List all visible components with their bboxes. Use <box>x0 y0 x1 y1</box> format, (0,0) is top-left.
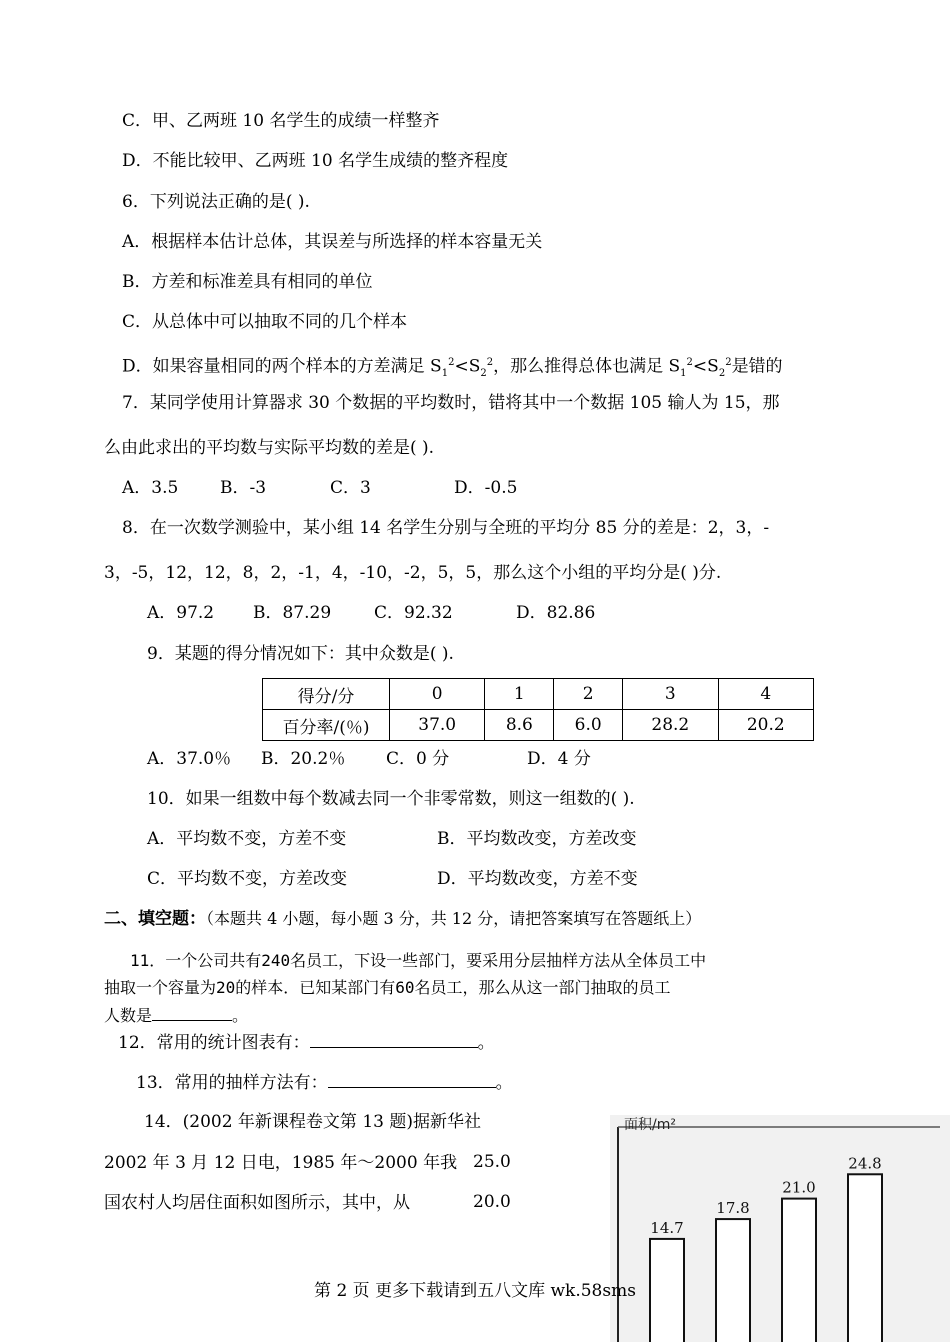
sup-2: 2 <box>725 357 732 368</box>
q9-stem: 9．某题的得分情况如下：其中众数是( ). <box>147 644 454 664</box>
q9-option-c: C．0 分 <box>386 749 450 769</box>
q8-option-a: A．97.2 <box>147 603 215 623</box>
q5-option-c: C．甲、乙两班 10 名学生的成绩一样整齐 <box>122 111 440 131</box>
table-cell: 0 <box>390 679 485 710</box>
table-cell: 8.6 <box>485 710 554 741</box>
q6-option-d <box>122 352 783 385</box>
table-cell: 37.0 <box>390 710 485 741</box>
table-cell: 28.2 <box>623 710 718 741</box>
q13-text: 13．常用的抽样方法有： <box>136 1073 328 1093</box>
sub-1: 1 <box>441 368 449 380</box>
q9-options <box>147 748 591 770</box>
score-table <box>262 678 814 741</box>
table-cell: 6.0 <box>554 710 623 741</box>
q10-options-row2 <box>147 868 638 890</box>
q12 <box>118 1031 495 1054</box>
s-symbol: S <box>468 356 481 377</box>
q10-options-row1 <box>147 828 637 850</box>
q8-options <box>147 602 595 624</box>
bar-value-label: 24.8 <box>848 1154 882 1173</box>
q6d-text-2: ，那么推得总体也满足 S <box>493 356 681 377</box>
q14-line2: 2002 年 3 月 12 日电，1985 年～2000 年我 <box>104 1153 458 1173</box>
table-cell: 1 <box>485 679 554 710</box>
q7-options <box>122 477 517 499</box>
q10-option-b: B．平均数改变，方差改变 <box>437 829 637 849</box>
q13-end: 。 <box>495 1073 513 1093</box>
lt-sign: < <box>454 356 469 377</box>
answer-blank[interactable] <box>310 1031 478 1048</box>
table-cell: 20.2 <box>718 710 813 741</box>
bar-chart-svg <box>610 1115 950 1342</box>
q7-option-a: A．3.5 <box>122 478 179 498</box>
q11-line1: 11．一个公司共有240名员工，下设一些部门，要采用分层抽样方法从全体员工中 <box>130 951 707 970</box>
answer-blank[interactable] <box>328 1071 496 1088</box>
q9-option-b: B．20.2％ <box>261 749 346 769</box>
q14-line1: 14．(2002 年新课程卷文第 13 题)据新华社 <box>144 1112 482 1132</box>
q7-stem-line2: 么由此求出的平均数与实际平均数的差是( ). <box>104 438 435 458</box>
q8-option-b: B．87.29 <box>253 603 332 623</box>
sub-2: 2 <box>718 368 726 380</box>
section-desc: （本题共 4 小题，每小题 3 分，共 12 分，请把答案填写在答题纸上） <box>206 909 702 928</box>
section-title: 二、填空题： <box>104 909 206 929</box>
q10-option-d: D．平均数改变，方差不变 <box>437 869 638 889</box>
q6d-text-1: D．如果容量相同的两个样本的方差满足 S <box>122 356 442 377</box>
q9-option-d: D．4 分 <box>527 749 591 769</box>
answer-blank[interactable] <box>152 1004 232 1021</box>
sup-2: 2 <box>486 357 494 368</box>
q12-end: 。 <box>477 1033 495 1053</box>
bar-value-label: 17.8 <box>716 1199 750 1218</box>
q10-option-c: C．平均数不变，方差改变 <box>147 869 348 889</box>
q11-end: 。 <box>232 1006 249 1025</box>
score-table-row <box>263 710 814 741</box>
bar-chart <box>610 1115 950 1342</box>
bar <box>848 1174 882 1342</box>
q12-text: 12．常用的统计图表有： <box>118 1033 310 1053</box>
table-cell: 百分率/(％) <box>263 710 390 741</box>
q6-stem: 6．下列说法正确的是( ). <box>122 192 310 212</box>
q9-option-a: A．37.0％ <box>147 749 232 769</box>
q6-option-a: A．根据样本估计总体，其误差与所选择的样本容量无关 <box>122 232 543 252</box>
q11-line2: 抽取一个容量为20的样本．已知某部门有60名员工，那么从这一部门抽取的员工 <box>104 978 671 997</box>
chart-side-label: 20.0 <box>473 1192 511 1212</box>
table-cell: 2 <box>554 679 623 710</box>
q7-option-c: C．3 <box>330 478 371 498</box>
q6d-text-3: 是错的 <box>731 356 783 377</box>
y-axis-label: 面积/m² <box>624 1117 676 1133</box>
q6-option-b: B．方差和标准差具有相同的单位 <box>122 272 373 292</box>
bar-value-label: 21.0 <box>782 1178 816 1197</box>
chart-side-label: 25.0 <box>473 1152 511 1172</box>
q7-stem-line1: 7．某同学使用计算器求 30 个数据的平均数时，错将其中一个数据 105 输人为 15，那 <box>122 393 780 413</box>
q10-stem: 10．如果一组数中每个数减去同一个非零常数，则这一组数的( ). <box>147 789 635 809</box>
q8-stem-line2: 3，-5，12，12，8，2，-1，4，-10，-2，5，5，那么这个小组的平均分是( )分. <box>104 563 722 583</box>
q13 <box>136 1071 513 1094</box>
lt-sign: < <box>692 356 708 377</box>
q10-option-a: A．平均数不变，方差不变 <box>147 829 347 849</box>
sup-2: 2 <box>686 357 693 368</box>
table-cell: 4 <box>718 679 813 710</box>
q7-option-d: D．-0.5 <box>454 478 518 498</box>
sub-2: 2 <box>480 368 487 380</box>
bar-value-label: 14.7 <box>650 1218 684 1237</box>
sub-1: 1 <box>680 368 687 380</box>
q8-option-d: D．82.86 <box>516 603 596 623</box>
q7-option-b: B．-3 <box>220 478 267 498</box>
section-2-heading <box>104 908 701 930</box>
q6-option-c: C．从总体中可以抽取不同的几个样本 <box>122 312 408 332</box>
q14-line3: 国农村人均居住面积如图所示，其中，从 <box>104 1193 410 1213</box>
q11-text: 人数是 <box>104 1006 153 1025</box>
s-symbol: S <box>707 356 719 377</box>
q11-line3 <box>104 1004 248 1027</box>
score-table-header-row <box>263 679 814 710</box>
q5-option-d: D．不能比较甲、乙两班 10 名学生成绩的整齐程度 <box>122 151 509 171</box>
page-footer: 第 2 页 更多下载请到五八文库 wk.58sms <box>314 1281 636 1301</box>
table-cell: 3 <box>623 679 718 710</box>
bar <box>782 1199 816 1342</box>
q8-option-c: C．92.32 <box>374 603 453 623</box>
sup-2: 2 <box>448 357 455 368</box>
table-cell: 得分/分 <box>263 679 390 710</box>
q8-stem-line1: 8．在一次数学测验中，某小组 14 名学生分别与全班的平均分 85 分的差是：2，3，- <box>122 518 770 538</box>
